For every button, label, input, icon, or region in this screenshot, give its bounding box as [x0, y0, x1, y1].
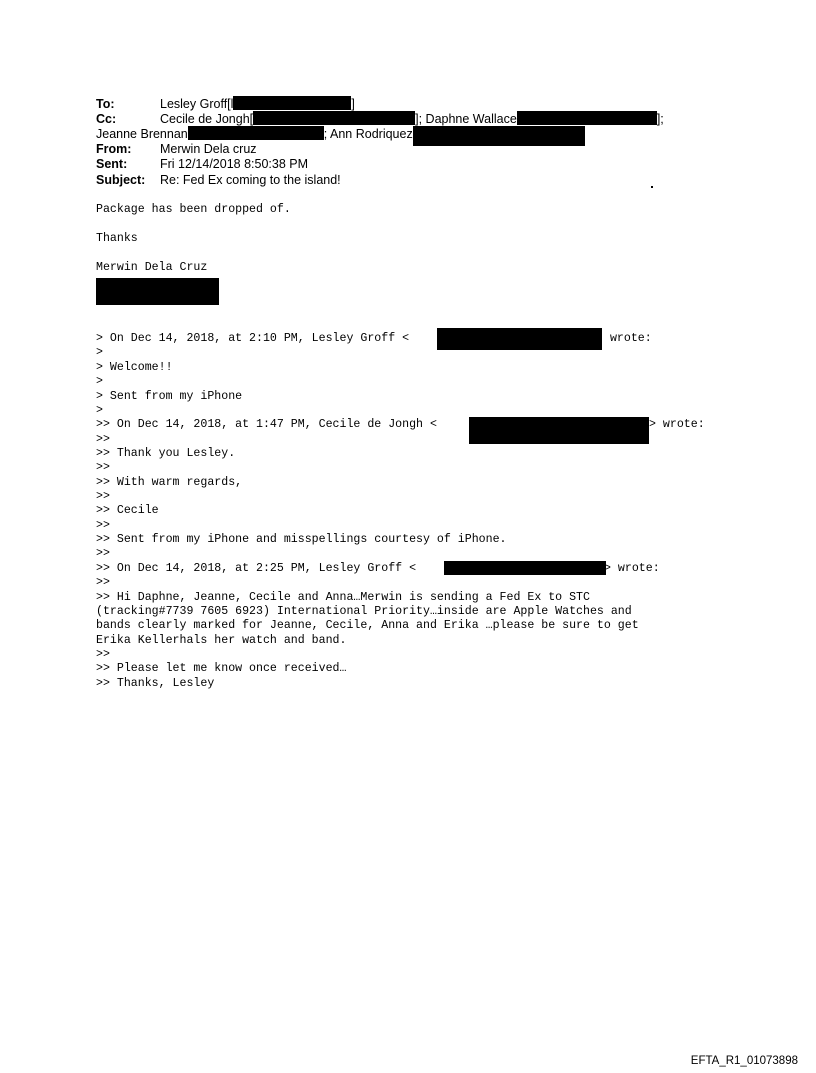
subject-value: Re: Fed Ex coming to the island! — [160, 173, 341, 187]
quoted-line: >> Sent from my iPhone and misspellings courtesy of iPhone. — [96, 533, 507, 546]
cc-value: Cecile de Jongh[ — [160, 112, 254, 126]
to-end: ] — [351, 97, 355, 111]
quoted-line: >> Hi Daphne, Jeanne, Cecile and Anna…Merwin is sending a Fed Ex to STC — [96, 591, 590, 604]
from-line — [96, 142, 257, 157]
body-line-1: Package has been dropped of. — [96, 203, 291, 216]
to-label: To: — [96, 97, 115, 111]
quoted-line: >> — [96, 547, 110, 560]
body-line-2: Thanks — [96, 232, 138, 245]
redacted-email-block — [437, 328, 602, 350]
cc-ann: ; Ann Rodriquez — [323, 127, 413, 141]
quoted-line: >> On Dec 14, 2018, at 1:47 PM, Cecile de Jongh < — [96, 418, 437, 431]
quoted-line: > Welcome!! — [96, 361, 173, 374]
quoted-line: >> — [96, 519, 110, 532]
to-line — [96, 96, 355, 112]
signature-name: Merwin Dela Cruz — [96, 261, 208, 274]
quoted-line: >> — [96, 576, 110, 589]
redaction-bar — [188, 126, 324, 140]
quoted-line: >> — [96, 648, 110, 661]
stray-mark — [651, 186, 653, 188]
cc-jeanne: Jeanne Brennan — [96, 127, 188, 141]
sent-line — [96, 157, 308, 172]
to-value: Lesley Groff[l — [160, 97, 234, 111]
subject-line — [96, 173, 341, 188]
quoted-line: >> With warm regards, — [96, 476, 243, 489]
redaction-bar — [253, 111, 415, 125]
quoted-line: >> Thank you Lesley. — [96, 447, 236, 460]
quoted-line: > Sent from my iPhone — [96, 390, 243, 403]
wrote-tail: > wrote: — [604, 562, 660, 575]
quoted-line: >> Thanks, Lesley — [96, 677, 215, 690]
cc-label: Cc: — [96, 112, 117, 126]
quoted-line: >> Please let me know once received… — [96, 662, 347, 675]
redacted-signature-block — [96, 278, 219, 305]
quoted-line: > On Dec 14, 2018, at 2:10 PM, Lesley Groff < — [96, 332, 410, 345]
cc-line — [96, 111, 664, 127]
quoted-line: > — [96, 404, 103, 417]
quoted-line: bands clearly marked for Jeanne, Cecile, Anna and Erika …please be sure to get — [96, 619, 639, 632]
redaction-bar — [413, 126, 585, 146]
subject-label: Subject: — [96, 173, 146, 187]
redacted-email-block — [444, 561, 606, 575]
quoted-line: (tracking#7739 7605 6923) International Priority…inside are Apple Watches and — [96, 605, 632, 618]
quoted-line: > — [96, 375, 103, 388]
quoted-line: Erika Kellerhals her watch and band. — [96, 634, 347, 647]
quoted-line: >> — [96, 433, 110, 446]
wrote-tail: wrote: — [603, 332, 652, 345]
cc-end: ]; — [656, 112, 664, 126]
quoted-line: >> — [96, 461, 110, 474]
redaction-bar — [233, 96, 351, 110]
redaction-bar — [517, 111, 657, 125]
quoted-line: >> — [96, 490, 110, 503]
sent-label: Sent: — [96, 157, 128, 171]
quoted-line: >> Cecile — [96, 504, 159, 517]
document-id: EFTA_R1_01073898 — [690, 1055, 798, 1067]
wrote-tail: > wrote: — [649, 418, 705, 431]
quoted-line: >> On Dec 14, 2018, at 2:25 PM, Lesley Groff < — [96, 562, 417, 575]
redacted-email-block — [469, 417, 649, 444]
quoted-line: > — [96, 346, 103, 359]
from-label: From: — [96, 142, 132, 156]
cc-mid: ]; Daphne Wallace — [415, 112, 517, 126]
from-value: Merwin Dela cruz — [160, 142, 257, 156]
sent-value: Fri 12/14/2018 8:50:38 PM — [160, 157, 309, 171]
